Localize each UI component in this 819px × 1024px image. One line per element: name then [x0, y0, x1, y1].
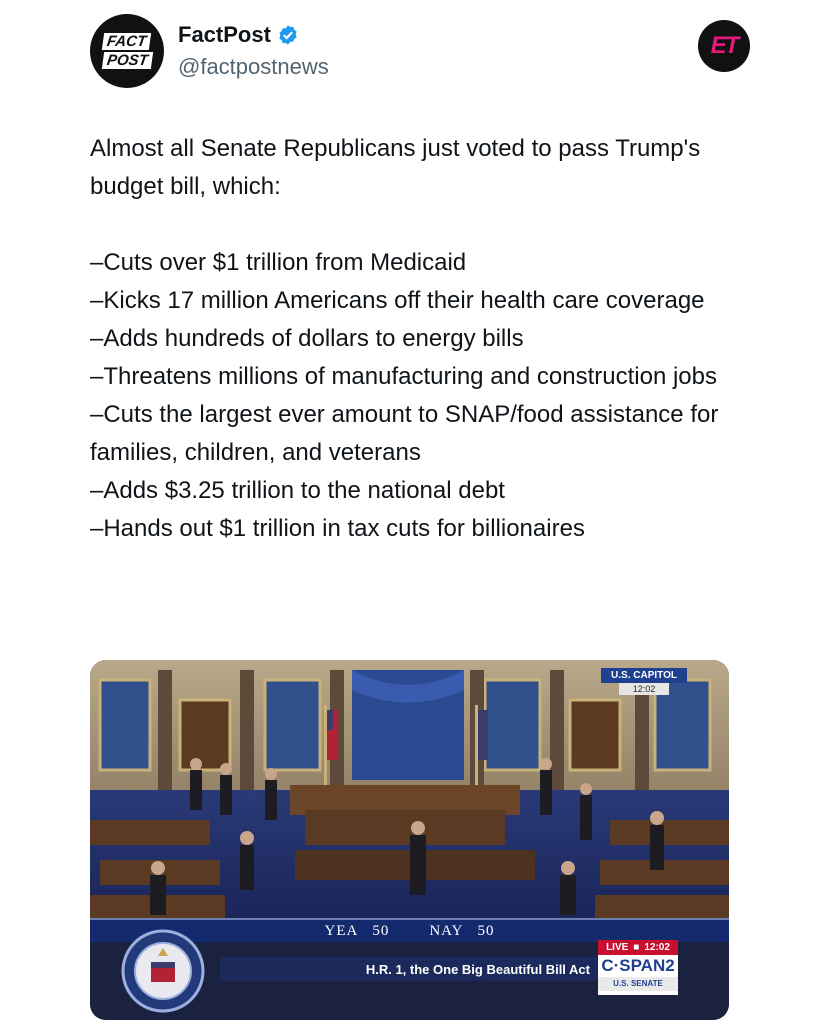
yea-count: 50: [372, 922, 390, 939]
tweet-item-2: –Kicks 17 million Americans off their health care coverage: [90, 287, 705, 314]
tweet-item-4: –Threatens millions of manufacturing and construction jobs: [90, 363, 717, 390]
tweet-item-1: –Cuts over $1 trillion from Medicaid: [90, 249, 467, 276]
avatar-text-top: FACT: [102, 33, 152, 50]
avatar[interactable]: [90, 14, 164, 88]
tweet-item-3: –Adds hundreds of dollars to energy bills: [90, 325, 524, 352]
cspan-network: C·SPAN2: [601, 956, 675, 975]
tweet-item-6: –Adds $3.25 trillion to the national debt: [90, 477, 505, 504]
tweet-item-5: –Cuts the largest ever amount to SNAP/food assistance for families, children, and veterans: [90, 401, 719, 466]
account-name-row[interactable]: [178, 22, 299, 48]
capitol-time: 12:02: [619, 683, 669, 695]
caption-text: H.R. 1, the One Big Beautiful Bill Act: [365, 961, 590, 977]
verified-badge-icon: [277, 24, 299, 46]
et-logo: ET: [698, 20, 750, 72]
avatar-text-bottom: POST: [101, 52, 152, 69]
account-name[interactable]: FactPost: [178, 22, 271, 47]
live-time: 12:02: [644, 942, 670, 953]
tweet-header: [90, 14, 750, 90]
tweet-intro: Almost all Senate Republicans just voted to pass Trump's budget bill, which:: [90, 135, 701, 200]
tweet-text: [90, 130, 750, 548]
cspan-logo: [598, 955, 678, 995]
senate-seal-icon: [120, 928, 206, 1014]
capitol-label: U.S. CAPITOL: [601, 668, 687, 683]
nay-count: 50: [477, 922, 495, 939]
caption-strip: [220, 957, 598, 981]
live-dot-icon: ■: [633, 942, 640, 953]
live-bug: [598, 940, 678, 955]
nay-label: NAY: [429, 922, 464, 939]
cspan-sub: U.S. SENATE: [598, 977, 678, 991]
account-handle[interactable]: @factpostnews: [178, 54, 329, 79]
capitol-bug: [601, 668, 687, 695]
live-label: LIVE: [606, 942, 629, 953]
tweet-media-image[interactable]: [90, 660, 729, 1020]
tweet-item-7: –Hands out $1 trillion in tax cuts for billionaires: [90, 515, 585, 542]
yea-label: YEA: [324, 922, 359, 939]
